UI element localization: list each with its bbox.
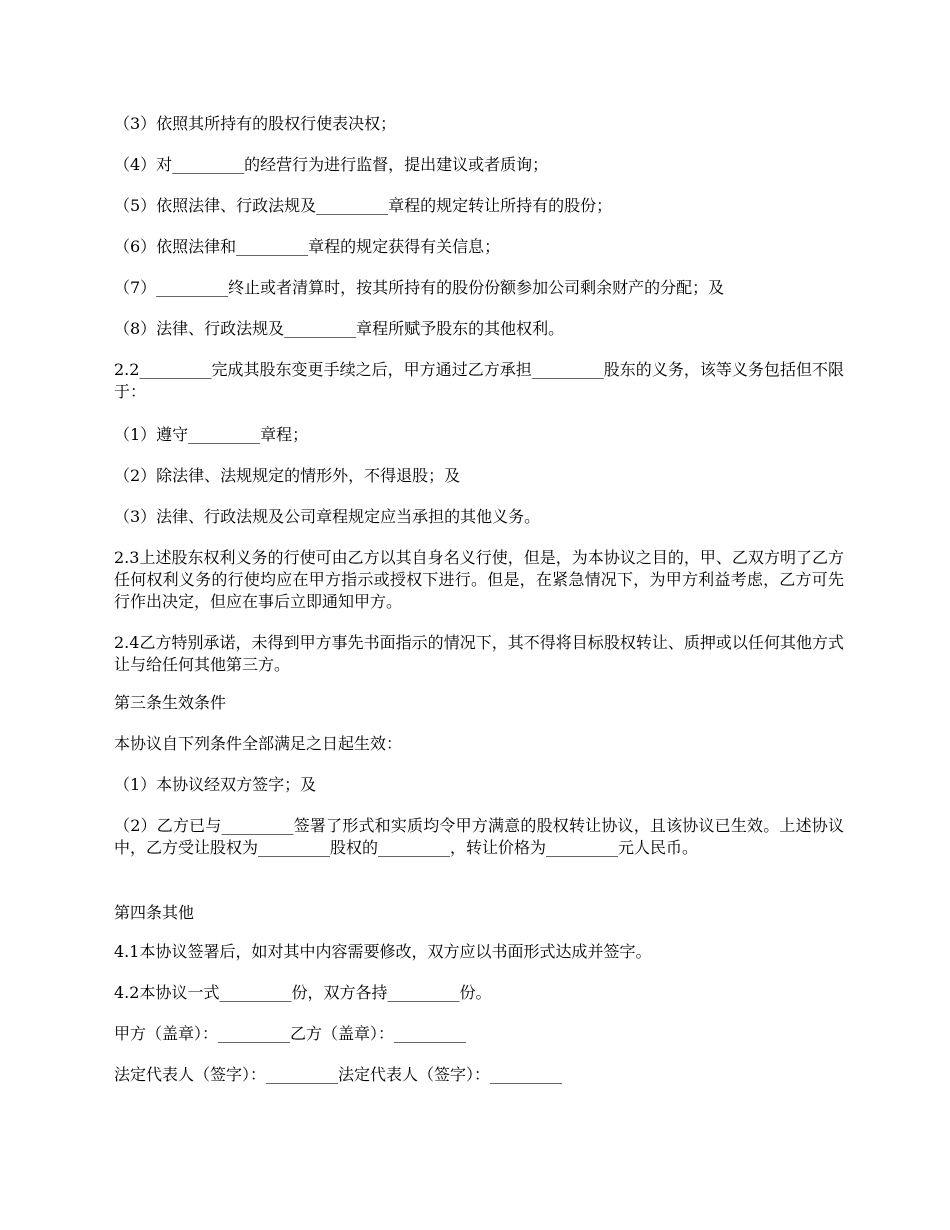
clause-right-8: （8）法律、行政法规及_________章程所赋予股东的其他权利。 xyxy=(114,319,565,338)
clause-2-3: 2.3上述股东权利义务的行使可由乙方以其自身名义行使，但是，为本协议之目的，甲、乙双方明了乙方任何权利义务的行使均应在甲方指示或授权下进行。但是，在紧急情况下，为甲方利益考虑，乙方可先行作出决定，但应在事后立即通知甲方。 xyxy=(114,548,844,611)
clause-right-6: （6）依照法律和_________章程的规定获得有关信息； xyxy=(114,237,501,256)
clause-duty-2: （2）除法律、法规规定的情形外，不得退股；及 xyxy=(114,466,461,485)
condition-1: （1）本协议经双方签字；及 xyxy=(114,775,317,794)
effective-conditions-intro: 本协议自下列条件全部满足之日起生效： xyxy=(114,734,403,753)
clause-duty-3: （3）法律、行政法规及公司章程规定应当承担的其他义务。 xyxy=(114,507,541,526)
signature-seal-line: 甲方（盖章）：_________乙方（盖章）：_________ xyxy=(114,1024,467,1043)
clause-4-2: 4.2本协议一式_________份，双方各持_________份。 xyxy=(114,983,492,1002)
clause-duty-1: （1）遵守_________章程； xyxy=(114,425,309,444)
clause-2-4: 2.4乙方特别承诺，未得到甲方事先书面指示的情况下，其不得将目标股权转让、质押或以任何其他方式让与给任何其他第三方。 xyxy=(114,633,844,674)
section-3-heading: 第三条生效条件 xyxy=(114,693,227,712)
clause-right-5: （5）依照法律、行政法规及_________章程的规定转让所持有的股份； xyxy=(114,196,613,215)
section-4-heading: 第四条其他 xyxy=(114,903,195,922)
clause-2-2: 2.2_________完成其股东变更手续之后，甲方通过乙方承担_________股东的义务，该等义务包括但不限于： xyxy=(114,360,844,401)
condition-2: （2）乙方已与_________签署了形式和实质均令甲方满意的股权转让协议，且该协议已生效。上述协议中，乙方受让股权为_________股权的_________，转让价格为_________元人民币。 xyxy=(114,816,844,857)
clause-right-4: （4）对_________的经营行为进行监督，提出建议或者质询； xyxy=(114,155,549,174)
signature-representative-line: 法定代表人（签字）：_________法定代表人（签字）：_________ xyxy=(114,1065,563,1084)
clause-right-3: （3）依照其所持有的股权行使表决权； xyxy=(114,114,397,133)
clause-right-7: （7）_________终止或者清算时，按其所持有的股份份额参加公司剩余财产的分配；及 xyxy=(114,278,725,297)
clause-4-1: 4.1本协议签署后，如对其中内容需要修改，双方应以书面形式达成并签字。 xyxy=(114,942,652,961)
